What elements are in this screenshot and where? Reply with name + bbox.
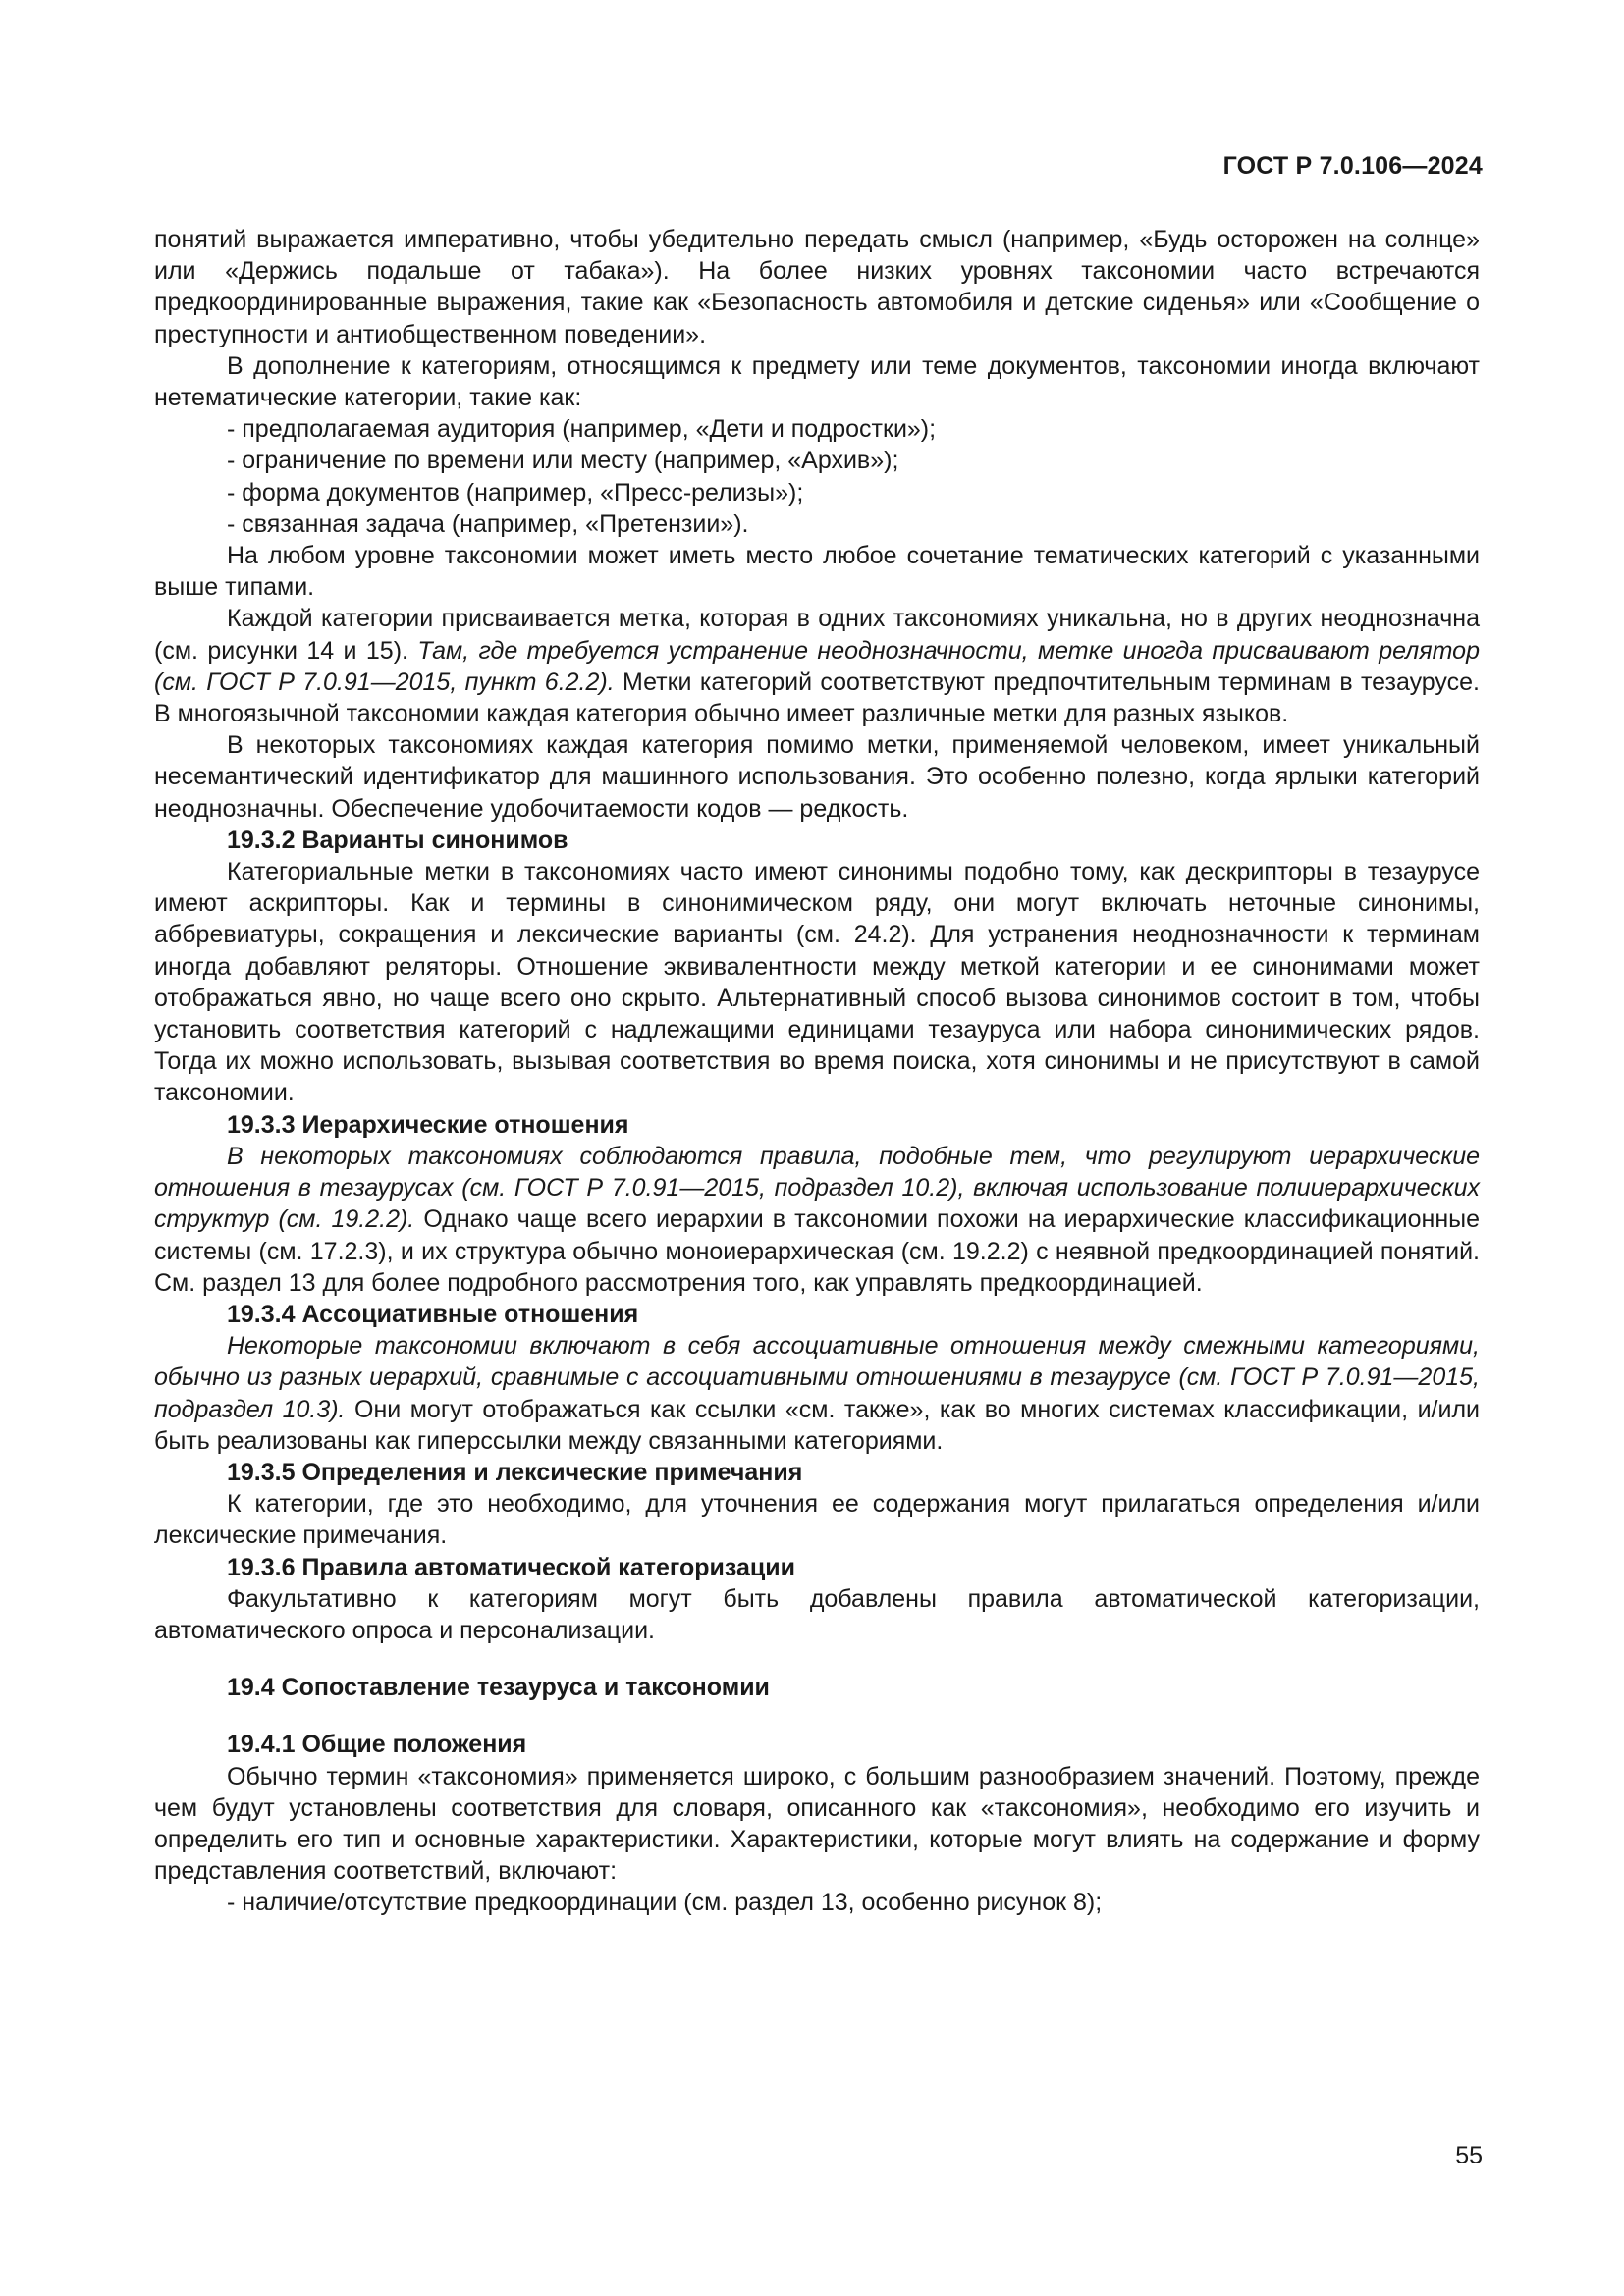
paragraph: [154, 1330, 1480, 1457]
italic-text-run: Некоторые таксономии включают в себя ассоциативные отношения между смежными категориями, обычно из разных иерархий, сравнимые с ассоциативными отношениями в тезаурусе (см. ГОСТ Р 7.0.91—2015, подраздел 10.3).: [154, 1332, 1480, 1423]
section-heading: 19.3.3 Иерархические отношения: [227, 1110, 629, 1139]
paragraph: понятий выражается императивно, чтобы убедительно передать смысл (например, «Будь осторожен на солнце» или «Держись подальше от табака»). На более низких уровнях таксономии часто встречаются предкоординированные выражения, такие как «Безопасность автомобиля и детские сиденья» или «Сообщение о преступности и антиобщественном поведении».: [154, 226, 1480, 348]
section-heading: 19.4.1 Общие положения: [227, 1731, 527, 1759]
paragraph: Обычно термин «таксономия» применяется широко, с большим разнообразием значений. Поэтому, прежде чем будут установлены соответствия для словаря, описанного как «таксономия», необходимо его изучить и определить его тип и основные характеристики. Характеристики, которые могут влиять на содержание и форму представления соответствий, включают:: [154, 1762, 1480, 1886]
text-run: Метки категорий соответствуют предпочтительным терминам в тезаурусе. В многоязычной таксономии каждая категория обычно имеет различные метки для разных языков.: [154, 667, 1480, 728]
paragraph: [154, 1141, 1480, 1299]
section-heading: 19.3.2 Варианты синонимов: [227, 826, 568, 854]
list-item: - связанная задача (например, «Претензии»).: [227, 509, 749, 538]
text-run: Каждой категории присваивается метка, которая в одних таксономиях уникальна, но в других неоднозначна (см. рисунки 14 и 15).: [154, 605, 1480, 665]
list-item: - предполагаемая аудитория (например, «Дети и подростки»);: [227, 415, 937, 444]
paragraph: Категориальные метки в таксономиях часто имеют синонимы подобно тому, как дескрипторы в тезаурусе имеют аскрипторы. Как и термины в синонимическом ряду, они могут включать неточные синонимы, аббревиатуры, сокращения и лексические варианты (см. 24.2). Для устранения неоднозначности к терминам иногда добавляют реляторы. Отношение эквивалентности между меткой категории и ее синонимами может отображаться явно, но чаще всего оно скрыто. Альтернативный способ вызова синонимов состоит в том, чтобы установить соответствия категорий с надлежащими единицами тезауруса или набора синонимических рядов. Тогда их можно использовать, вызывая соответствия во время поиска, хотя синонимы и не присутствуют в самой таксономии.: [154, 858, 1480, 1107]
paragraph: Факультативно к категориям могут быть добавлены правила автоматической категоризации, автоматического опроса и персонализации.: [154, 1584, 1480, 1644]
list-item: - ограничение по времени или месту (например, «Архив»);: [227, 447, 899, 475]
text-run: Однако чаще всего иерархии в таксономии похожи на иерархические классификационные системы (см. 17.2.3), и их структура обычно моноиерархическая (см. 19.2.2) с неявной предкоординацией понятий. См. раздел 13 для более подробного рассмотрения того, как управлять предкоординацией.: [154, 1205, 1480, 1297]
document-header: ГОСТ Р 7.0.106—2024: [1222, 152, 1483, 180]
paragraph: К категории, где это необходимо, для уточнения ее содержания могут прилагаться определения и/или лексические примечания.: [154, 1490, 1480, 1550]
list-item: - наличие/отсутствие предкоординации (см. раздел 13, особенно рисунок 8);: [227, 1889, 1103, 1917]
italic-text-run: В некоторых таксономиях соблюдаются правила, подобные тем, что регулируют иерархические отношения в тезаурусах (см. ГОСТ Р 7.0.91—2015, подраздел 10.2), включая использование полииерархических структур (см. 19.2.2).: [154, 1142, 1480, 1234]
paragraph: В некоторых таксономиях каждая категория помимо метки, применяемой человеком, имеет уникальный несемантический идентификатор для машинного использования. Это особенно полезно, когда ярлыки категорий неоднозначны. Обеспечение удобочитаемости кодов — редкость.: [154, 731, 1480, 823]
italic-text-run: Там, где требуется устранение неоднозначности, метке иногда присваивают релятор (см. ГОСТ Р 7.0.91—2015, пункт 6.2.2).: [154, 636, 1480, 696]
section-heading: 19.4 Сопоставление тезауруса и таксономии: [227, 1674, 770, 1702]
paragraph: [154, 603, 1480, 729]
section-heading: 19.3.6 Правила автоматической категоризации: [227, 1553, 795, 1581]
section-heading: 19.3.4 Ассоциативные отношения: [227, 1300, 639, 1328]
document-body: [154, 224, 1480, 1919]
text-run: Они могут отображаться как ссылки «см. также», как во многих системах классификации, и/или быть реализованы как гиперссылки между связанными категориями.: [154, 1395, 1480, 1455]
list-item: - форма документов (например, «Пресс-релизы»);: [227, 478, 804, 507]
paragraph: В дополнение к категориям, относящимся к предмету или теме документов, таксономии иногда включают нетематические категории, такие как:: [154, 351, 1480, 412]
page-number: 55: [1455, 2142, 1483, 2169]
paragraph: На любом уровне таксономии может иметь место любое сочетание тематических категорий с указанными выше типами.: [154, 542, 1480, 602]
section-heading: 19.3.5 Определения и лексические примечания: [227, 1458, 803, 1486]
